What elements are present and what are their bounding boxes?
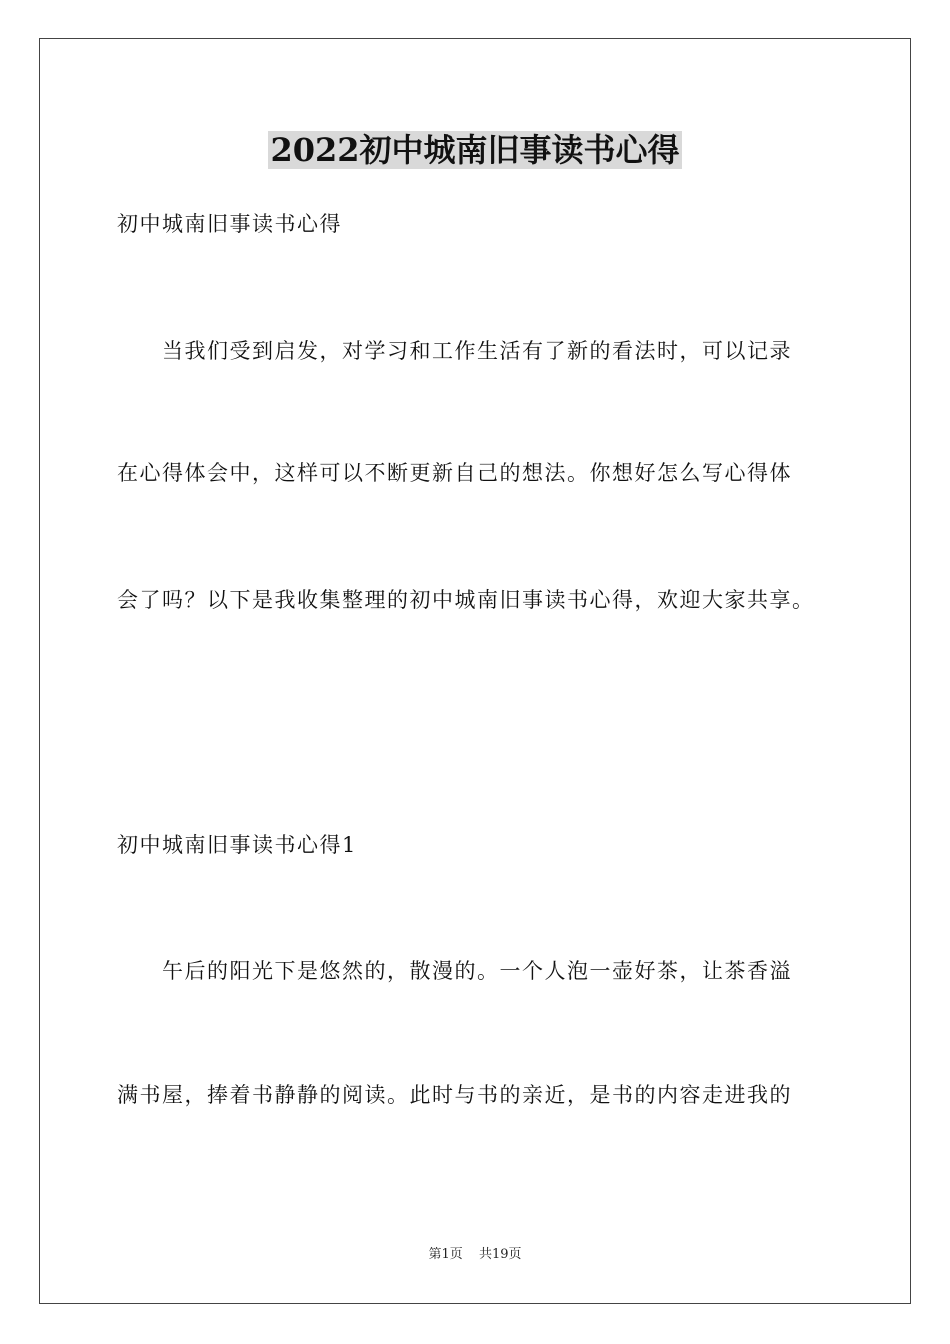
section-heading: 初中城南旧事读书心得1 bbox=[117, 833, 357, 857]
document-title-text: 2022初中城南旧事读书心得 bbox=[270, 131, 680, 169]
paragraph-line: 满书屋，捧着书静静的阅读。此时与书的亲近，是书的内容走进我的 bbox=[117, 1083, 792, 1107]
paragraph-line: 午后的阳光下是悠然的，散漫的。一个人泡一壶好茶，让茶香溢 bbox=[117, 959, 792, 983]
paragraph-line: 在心得体会中，这样可以不断更新自己的想法。你想好怎么写心得体 bbox=[117, 461, 792, 485]
paragraph-line: 会了吗？以下是我收集整理的初中城南旧事读书心得，欢迎大家共享。 bbox=[117, 588, 815, 612]
page-total: 共19页 bbox=[478, 1247, 522, 1262]
paragraph-line: 当我们受到启发，对学习和工作生活有了新的看法时，可以记录 bbox=[117, 339, 792, 363]
subtitle-line: 初中城南旧事读书心得 bbox=[117, 212, 342, 236]
page-number: 第1页 bbox=[428, 1247, 463, 1262]
document-title bbox=[0, 128, 950, 172]
page-footer bbox=[0, 1246, 950, 1264]
